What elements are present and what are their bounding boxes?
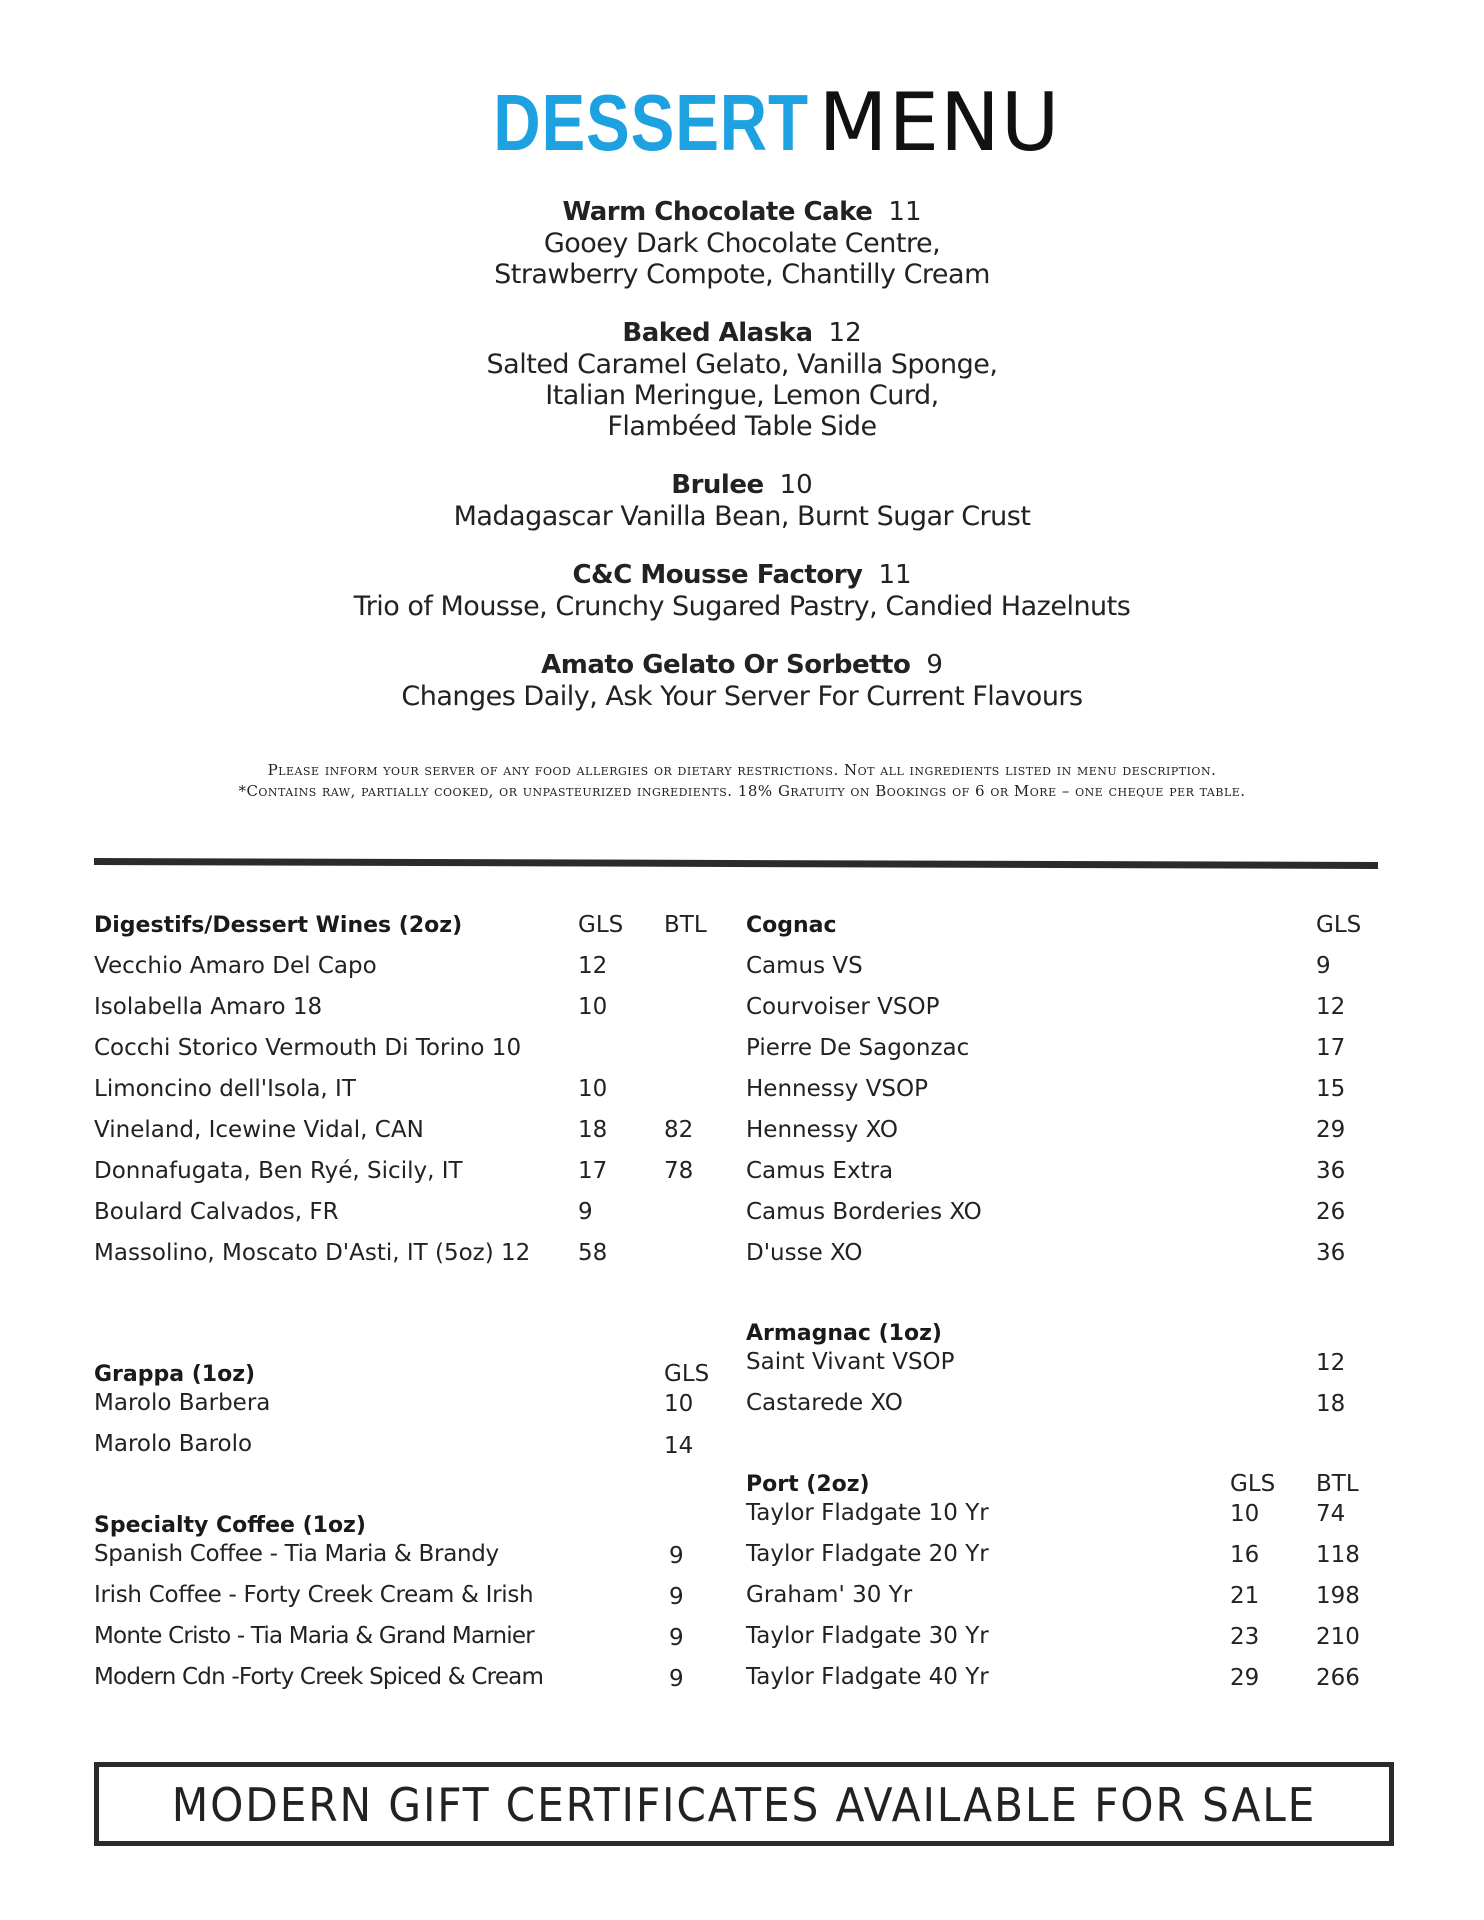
banner-text: MODERN GIFT CERTIFICATES AVAILABLE FOR SALE	[171, 1778, 1317, 1832]
dessert-item	[0, 559, 1484, 622]
port-name: Taylor Fladgate 10 Yr	[746, 1500, 989, 1526]
digestifs-col-gls: GLS	[578, 912, 624, 938]
port-gls: 10	[1230, 1501, 1260, 1527]
digestif-btl: 78	[664, 1158, 694, 1184]
coffee-name: Spanish Coffee - Tia Maria & Brandy	[94, 1541, 499, 1567]
cognac-name: Courvoiser VSOP	[746, 994, 940, 1020]
grappa-name: Marolo Barbera	[94, 1390, 271, 1416]
cognac-name: D'usse XO	[746, 1240, 863, 1266]
dessert-name: Amato Gelato Or Sorbetto	[541, 650, 911, 680]
armagnac-name: Castarede XO	[746, 1390, 903, 1416]
gift-certificate-banner	[94, 1762, 1394, 1846]
dessert-name: Warm Chocolate Cake	[562, 197, 873, 227]
digestif-name: Cocchi Storico Vermouth Di Torino 10	[94, 1035, 522, 1061]
dessert-price: 9	[926, 650, 943, 680]
port-btl: 74	[1316, 1501, 1346, 1527]
dessert-name: Brulee	[671, 470, 764, 500]
dessert-name: C&C Mousse Factory	[572, 560, 863, 590]
dessert-list	[0, 196, 1484, 739]
digestif-name: Donnafugata, Ben Ryé, Sicily, IT	[94, 1158, 463, 1184]
dessert-item	[0, 469, 1484, 532]
port-gls: 23	[1230, 1624, 1260, 1650]
dessert-price: 12	[828, 318, 862, 348]
coffee-price: 9	[669, 1584, 684, 1610]
grappa-gls: 14	[664, 1433, 694, 1459]
coffee-title: Specialty Coffee (1oz)	[94, 1513, 366, 1538]
port-name: Taylor Fladgate 40 Yr	[746, 1664, 989, 1690]
coffee-price: 9	[669, 1625, 684, 1651]
armagnac-title: Armagnac (1oz)	[746, 1321, 942, 1346]
cognac-name: Camus Extra	[746, 1158, 894, 1184]
cognac-col-gls: GLS	[1316, 912, 1362, 938]
dessert-desc: Gooey Dark Chocolate Centre,	[543, 228, 941, 259]
grappa-title: Grappa (1oz)	[94, 1362, 256, 1387]
grappa-name: Marolo Barolo	[94, 1431, 253, 1457]
digestif-gls: 10	[578, 1076, 608, 1102]
dessert-item	[0, 196, 1484, 290]
cognac-title: Cognac	[746, 913, 837, 938]
armagnac-gls: 12	[1316, 1350, 1346, 1376]
port-btl: 266	[1316, 1665, 1360, 1691]
grappa-col-gls: GLS	[664, 1361, 710, 1387]
dessert-price: 11	[878, 560, 912, 590]
dessert-desc: Flambéed Table Side	[607, 411, 877, 442]
title-menu: MENU	[818, 76, 1061, 169]
dessert-desc: Salted Caramel Gelato, Vanilla Sponge,	[486, 349, 998, 380]
port-btl: 210	[1316, 1624, 1360, 1650]
dessert-desc: Strawberry Compote, Chantilly Cream	[494, 259, 990, 290]
dessert-item	[0, 649, 1484, 712]
dessert-item	[0, 317, 1484, 442]
port-col-gls: GLS	[1230, 1471, 1276, 1497]
digestifs-col-btl: BTL	[664, 912, 707, 938]
cognac-name: Hennessy VSOP	[746, 1076, 928, 1102]
cognac-gls: 36	[1316, 1240, 1346, 1266]
cognac-gls: 12	[1316, 994, 1346, 1020]
dessert-desc: Changes Daily, Ask Your Server For Current Flavours	[401, 681, 1083, 712]
armagnac-name: Saint Vivant VSOP	[746, 1349, 955, 1375]
cognac-gls: 9	[1316, 953, 1331, 979]
digestif-name: Limoncino dell'Isola, IT	[94, 1076, 356, 1102]
section-divider	[94, 858, 1378, 869]
digestif-gls: 9	[578, 1199, 593, 1225]
cognac-name: Camus VS	[746, 953, 863, 979]
grappa-gls: 10	[664, 1391, 694, 1417]
digestifs-title: Digestifs/Dessert Wines (2oz)	[94, 913, 463, 938]
port-name: Taylor Fladgate 30 Yr	[746, 1623, 989, 1649]
port-gls: 21	[1230, 1583, 1260, 1609]
cognac-gls: 15	[1316, 1076, 1346, 1102]
title-dessert: DESSERT	[492, 78, 809, 167]
cognac-gls: 36	[1316, 1158, 1346, 1184]
digestif-gls: 17	[578, 1158, 608, 1184]
digestif-gls: 10	[578, 994, 608, 1020]
dessert-price: 10	[779, 470, 813, 500]
digestif-gls: 58	[578, 1240, 608, 1266]
port-gls: 29	[1230, 1665, 1260, 1691]
coffee-price: 9	[669, 1666, 684, 1692]
page-title	[0, 78, 1484, 168]
cognac-gls: 26	[1316, 1199, 1346, 1225]
notice-line: Please inform your server of any food allergies or dietary restrictions. Not all ingredients listed in menu description.	[267, 761, 1217, 779]
digestif-name: Isolabella Amaro 18	[94, 994, 323, 1020]
notice-line: *Contains raw, partially cooked, or unpasteurized ingredients. 18% Gratuity on Bookings of 6 or More – one cheque per table.	[238, 782, 1246, 800]
cognac-name: Pierre De Sagonzac	[746, 1035, 970, 1061]
digestif-name: Vecchio Amaro Del Capo	[94, 953, 377, 979]
port-col-btl: BTL	[1316, 1471, 1359, 1497]
armagnac-gls: 18	[1316, 1391, 1346, 1417]
cognac-name: Camus Borderies XO	[746, 1199, 982, 1225]
allergy-notice	[0, 760, 1484, 802]
digestif-name: Vineland, Icewine Vidal, CAN	[94, 1117, 424, 1143]
port-name: Taylor Fladgate 20 Yr	[746, 1541, 989, 1567]
dessert-price: 11	[888, 197, 922, 227]
cognac-name: Hennessy XO	[746, 1117, 899, 1143]
coffee-name: Irish Coffee - Forty Creek Cream & Irish	[94, 1582, 534, 1608]
dessert-desc: Madagascar Vanilla Bean, Burnt Sugar Crust	[453, 501, 1031, 532]
port-btl: 118	[1316, 1542, 1360, 1568]
coffee-name: Modern Cdn -Forty Creek Spiced & Cream	[94, 1664, 544, 1690]
port-btl: 198	[1316, 1583, 1360, 1609]
port-title: Port (2oz)	[746, 1472, 870, 1497]
digestif-btl: 82	[664, 1117, 694, 1143]
coffee-name: Monte Cristo - Tia Maria & Grand Marnier	[94, 1623, 534, 1649]
dessert-desc: Italian Meringue, Lemon Curd,	[545, 380, 939, 411]
cognac-gls: 29	[1316, 1117, 1346, 1143]
dessert-name: Baked Alaska	[622, 318, 813, 348]
coffee-price: 9	[669, 1543, 684, 1569]
port-gls: 16	[1230, 1542, 1260, 1568]
port-name: Graham' 30 Yr	[746, 1582, 913, 1608]
dessert-desc: Trio of Mousse, Crunchy Sugared Pastry, Candied Hazelnuts	[353, 591, 1131, 622]
cognac-gls: 17	[1316, 1035, 1346, 1061]
digestif-gls: 18	[578, 1117, 608, 1143]
digestif-name: Massolino, Moscato D'Asti, IT (5oz) 12	[94, 1240, 531, 1266]
digestif-gls: 12	[578, 953, 608, 979]
digestif-name: Boulard Calvados, FR	[94, 1199, 339, 1225]
